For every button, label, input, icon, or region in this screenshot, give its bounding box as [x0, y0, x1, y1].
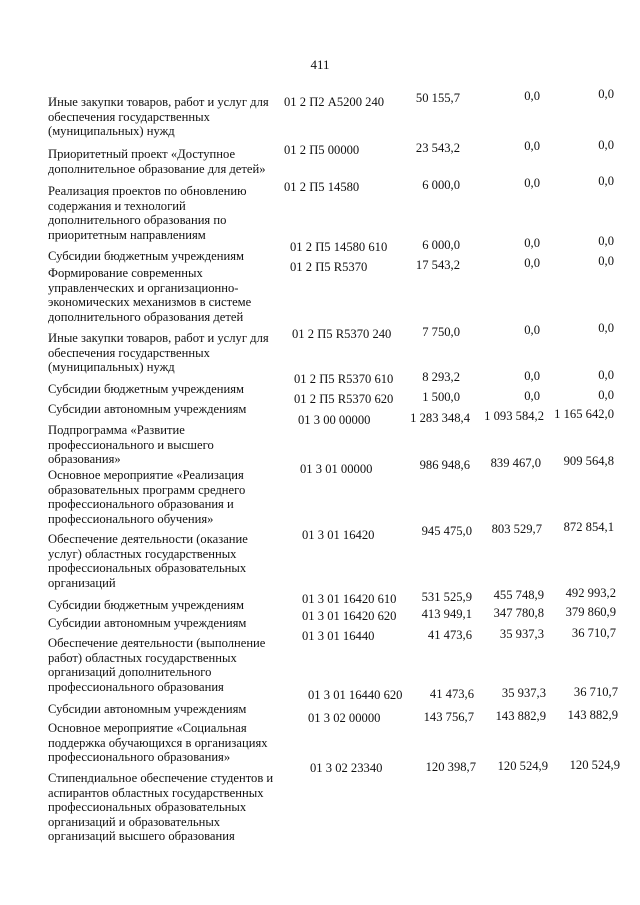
row-code: 01 3 01 16420 620 — [302, 609, 397, 623]
row-name: Обеспечение деятельности (оказание услуг) областных государственных профессиональных образовательных организаций — [48, 532, 248, 590]
row-code: 01 3 01 16440 — [302, 629, 375, 643]
row-value-1: 23 543,2 — [415, 141, 460, 155]
row-value-1: 1 500,0 — [422, 390, 460, 404]
row-value-3: 872 854,1 — [563, 520, 614, 534]
row-value-3: 143 882,9 — [567, 708, 618, 722]
row-name: Подпрограмма «Развитие профессионального и высшего образования» — [48, 423, 214, 466]
row-value-3: 379 860,9 — [565, 605, 616, 619]
row-value-1: 986 948,6 — [419, 458, 470, 472]
row-name: Иные закупки товаров, работ и услуг для обеспечения государственных (муниципальных) нужд — [48, 95, 269, 138]
page-number: 411 — [310, 57, 330, 72]
row-value-2: 347 780,8 — [493, 606, 544, 620]
row-name: Субсидии бюджетным учреждениям — [48, 598, 244, 612]
row-code: 01 3 00 00000 — [298, 413, 371, 427]
row-name: Субсидии автономным учреждениям — [48, 402, 247, 416]
row-value-1: 531 525,9 — [421, 590, 472, 604]
row-value-3: 0,0 — [598, 138, 614, 152]
row-value-2: 1 093 584,2 — [484, 409, 544, 423]
row-value-1: 120 398,7 — [425, 760, 476, 774]
row-value-2: 0,0 — [524, 139, 540, 153]
row-value-1: 6 000,0 — [422, 238, 460, 252]
row-value-2: 0,0 — [524, 256, 540, 270]
row-name: Стипендиальное обеспечение студентов и аспирантов областных государственных профессиональных образовательных организаций и образовательных организаций высшего образования — [48, 771, 274, 843]
row-value-3: 0,0 — [598, 388, 614, 402]
row-value-2: 0,0 — [524, 389, 540, 403]
row-value-2: 0,0 — [524, 176, 540, 190]
row-value-2: 0,0 — [524, 236, 540, 250]
row-name: Основное мероприятие «Реализация образовательных программ среднего профессионального образования и профессионального обучения» — [48, 468, 246, 526]
row-value-3: 120 524,9 — [569, 758, 620, 772]
row-value-3: 36 710,7 — [573, 685, 618, 699]
row-code: 01 2 П5 14580 610 — [290, 240, 388, 254]
row-code: 01 3 01 00000 — [300, 462, 373, 476]
row-value-1: 945 475,0 — [421, 524, 472, 538]
row-value-3: 909 564,8 — [563, 454, 614, 468]
row-value-2: 0,0 — [524, 323, 540, 337]
row-value-1: 413 949,1 — [421, 607, 472, 621]
row-code: 01 2 П5 R5370 610 — [294, 372, 394, 386]
row-value-1: 1 283 348,4 — [410, 411, 470, 425]
row-value-1: 17 543,2 — [415, 258, 460, 272]
row-code: 01 3 01 16420 610 — [302, 592, 397, 606]
row-value-3: 1 165 642,0 — [554, 407, 614, 421]
row-value-3: 0,0 — [598, 234, 614, 248]
row-value-3: 0,0 — [598, 254, 614, 268]
row-value-3: 0,0 — [598, 368, 614, 382]
row-value-2: 35 937,3 — [501, 686, 546, 700]
row-value-2: 0,0 — [524, 89, 540, 103]
row-code: 01 2 П5 00000 — [284, 143, 360, 157]
row-code: 01 3 02 23340 — [310, 761, 383, 775]
row-name: Субсидии автономным учреждениям — [48, 702, 247, 716]
row-value-2: 0,0 — [524, 369, 540, 383]
row-value-3: 36 710,7 — [571, 626, 616, 640]
row-code: 01 2 П5 R5370 — [290, 260, 368, 274]
row-code: 01 3 01 16440 620 — [308, 688, 403, 702]
row-code: 01 3 02 00000 — [308, 711, 381, 725]
row-name: Приоритетный проект «Доступное дополнительное образование для детей» — [48, 147, 266, 176]
row-value-2: 35 937,3 — [499, 627, 544, 641]
row-value-3: 0,0 — [598, 87, 614, 101]
row-value-1: 41 473,6 — [427, 628, 472, 642]
row-code: 01 2 П5 R5370 240 — [292, 327, 392, 341]
row-value-2: 143 882,9 — [495, 709, 546, 723]
row-name: Субсидии бюджетным учреждениям — [48, 249, 244, 263]
row-value-3: 0,0 — [598, 174, 614, 188]
row-name: Реализация проектов по обновлению содержания и технологий дополнительного образования по приоритетным направлениям — [48, 184, 247, 242]
row-name: Обеспечение деятельности (выполнение работ) областных государственных организаций дополнительного профессионального образования — [48, 636, 266, 694]
row-name: Субсидии автономным учреждениям — [48, 616, 247, 630]
row-name: Формирование современных управленческих и организационно-экономических механизмов в системе дополнительного образования детей — [48, 266, 252, 324]
row-value-1: 143 756,7 — [423, 710, 474, 724]
row-value-1: 8 293,2 — [422, 370, 460, 384]
row-code: 01 3 01 16420 — [302, 528, 375, 542]
row-value-2: 839 467,0 — [490, 456, 541, 470]
row-value-2: 455 748,9 — [493, 588, 544, 602]
row-name: Субсидии бюджетным учреждениям — [48, 382, 244, 396]
row-value-2: 120 524,9 — [497, 759, 548, 773]
row-value-1: 41 473,6 — [429, 687, 474, 701]
row-value-1: 7 750,0 — [422, 325, 460, 339]
row-code: 01 2 П2 А5200 240 — [284, 95, 385, 109]
row-value-3: 0,0 — [598, 321, 614, 335]
row-value-1: 50 155,7 — [415, 91, 460, 105]
row-code: 01 2 П5 R5370 620 — [294, 392, 394, 406]
row-code: 01 2 П5 14580 — [284, 180, 360, 194]
row-value-2: 803 529,7 — [491, 522, 542, 536]
row-value-1: 6 000,0 — [422, 178, 460, 192]
row-name: Основное мероприятие «Социальная поддержка обучающихся в организациях профессионального образования» — [48, 721, 268, 764]
row-value-3: 492 993,2 — [565, 586, 616, 600]
row-name: Иные закупки товаров, работ и услуг для обеспечения государственных (муниципальных) нужд — [48, 331, 269, 374]
